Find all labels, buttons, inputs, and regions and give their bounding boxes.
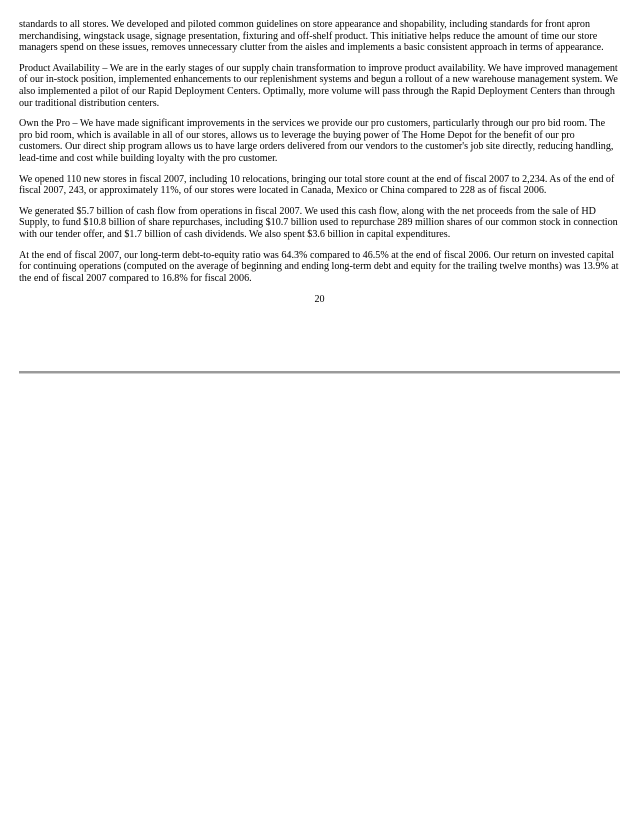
- paragraph-product-availability: Product Availability – We are in the early stages of our supply chain transformation to improve product availability. We have improved management of our in-stock position, implemented enhancements to our replenishment systems and begun a rollout of a new warehouse management system. We also implemented a pilot of our Rapid Deployment Centers. Optimally, more volume will pass through the Rapid Deployment Centers than through our traditional distribution centers.: [19, 62, 618, 109]
- paragraph-new-stores: We opened 110 new stores in fiscal 2007, including 10 relocations, bringing our total store count at the end of fiscal 2007 to 2,234. As of the end of fiscal 2007, 243, or approximately 11%, of our stores were located in Canada, Mexico or China compared to 228 as of fiscal 2006.: [19, 173, 615, 197]
- paragraph-cash-flow: We generated $5.7 billion of cash flow from operations in fiscal 2007. We used this cash flow, along with the net proceeds from the sale of HD Supply, to fund $10.8 billion of share repurchases, including $10.7 billion used to repurchase 289 million shares of our common stock in connection with our tender offer, and $1.7 billion of cash dividends. We also spent $3.6 billion in capital expenditures.: [19, 205, 618, 240]
- paragraph-store-standards: standards to all stores. We developed and piloted common guidelines on store appearance and shopability, including standards for front apron merchandising, wingstack usage, signage presentation, fixturing and off-shelf product. This initiative helps reduce the amount of time our store managers spend on these issues, removes unnecessary clutter from the aisles and implements a basic consistent approach in terms of appearance.: [19, 19, 604, 54]
- paragraph-own-the-pro: Own the Pro – We have made significant improvements in the services we provide our pro customers, particularly through our pro bid room. The pro bid room, which is available in all of our stores, allows us to leverage the buying power of The Home Depot for the benefit of our pro customers. Our direct ship program allows us to have large orders delivered from our vendors to the customer's job site directly, reducing handling, lead-time and cost while building loyalty with the pro customer.: [19, 118, 614, 164]
- page-number: 20: [314, 294, 325, 306]
- document-page: [19, 19, 620, 306]
- page-divider: [19, 371, 620, 374]
- paragraph-debt-to-equity: At the end of fiscal 2007, our long-term debt-to-equity ratio was 64.3% compared to 46.5% at the end of fiscal 2006. Our return on invested capital for continuing operations (computed on the average of beginning and ending long-term debt and equity for the trailing twelve months) was 13.9% at the end of fiscal 2007 compared to 16.8% for fiscal 2006.: [19, 249, 619, 284]
